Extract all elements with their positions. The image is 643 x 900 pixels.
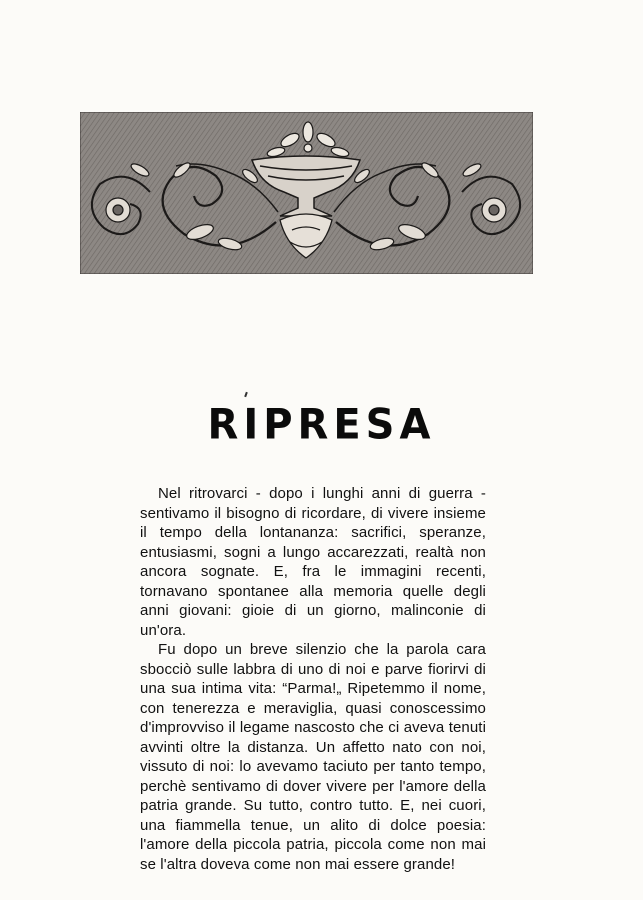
title-accent-mark: [244, 392, 248, 397]
paragraph-1: Nel ritrovarci - dopo i lunghi anni di guerra - sentivamo il bisogno di ricordare, di vivere insieme il tempo della lontananza: sacrifici, speranze, entusiasmi, sogni a lungo accarezzati, realtà non ancora sognate. E, fra le immagini recenti, tornavano spontanee alla memoria quelle degli anni giovani: gioie di un giorno, malinconie di un'ora.: [140, 485, 486, 639]
ornamental-header-engraving: [80, 112, 533, 274]
chapter-title: RIPRESA: [207, 400, 436, 450]
chapter-body: [140, 484, 486, 874]
paragraph-2: Fu dopo un breve silenzio che la parola cara sbocciò sulle labbra di uno di noi e parve fiorirvi di una sua intima vita: “Parma!„ Ripetemmo il nome, con tenerezza e meraviglia, quasi conoscessimo d'improvviso il legame nascosto che ci aveva tenuti avvinti oltre la distanza. Un affetto nato con noi, vissuto di noi: lo avevamo taciuto per tanto tempo, perchè sentivamo di dover vivere per l'amore della patria grande. Su tutto, contro tutto. E, nei cuori, una fiammella tenue, un alito di dolce poesia: l'amore della piccola patria, piccola come non mai se l'altra doveva come non mai essere grande!: [140, 641, 486, 873]
